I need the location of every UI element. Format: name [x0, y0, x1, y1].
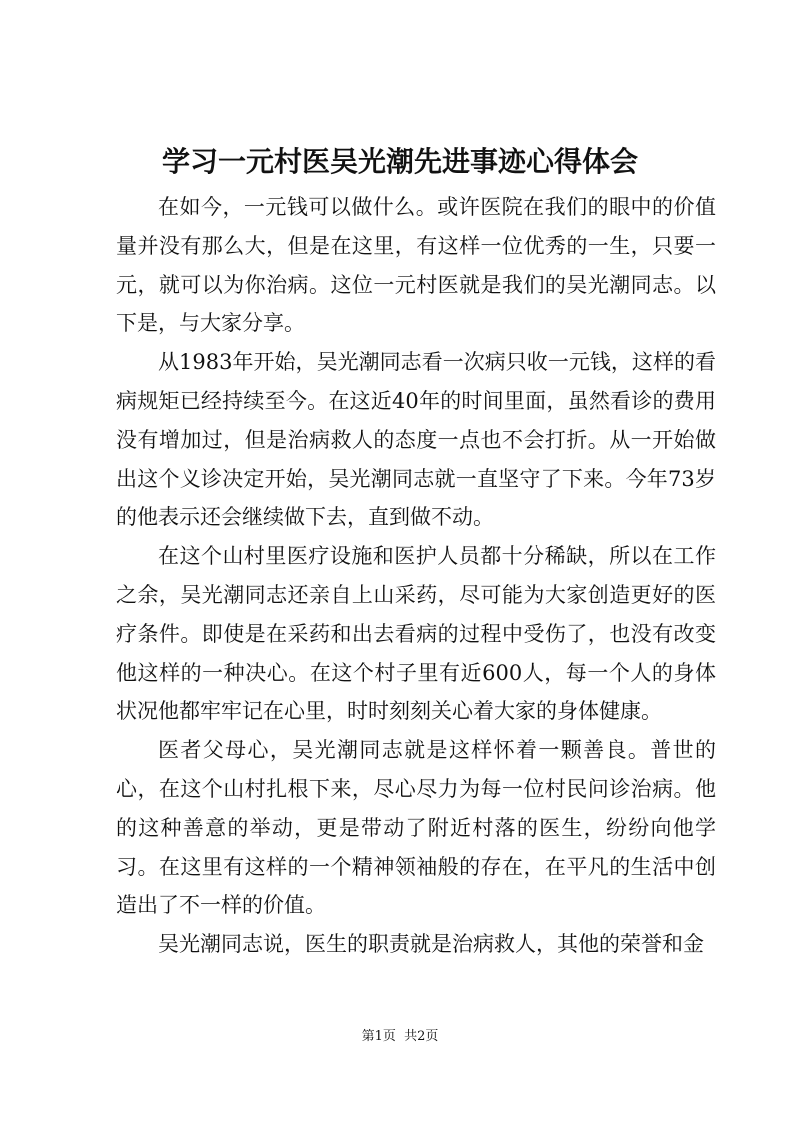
paragraph-4: 医者父母心，吴光潮同志就是这样怀着一颗善良。普世的心，在这个山村扎根下来，尽心尽力为每一位村民问诊治病。他的这种善意的举动，更是带动了附近村落的医生，纷纷向他学习。在这里有这样的一个精神领袖般的存在，在平凡的生活中创造出了不一样的价值。 [116, 738, 716, 918]
document-title: 学习一元村医吴光潮先进事迹心得体会 [161, 145, 638, 178]
page-footer [0, 1028, 800, 1046]
paragraph-2: 从1983年开始，吴光潮同志看一次病只收一元钱，这样的看病规矩已经持续至今。在这近40年的时间里面，虽然看诊的费用没有增加过，但是治病救人的态度一点也不会打折。从一开始做出这个义诊决定开始，吴光潮同志就一直坚守了下来。今年73岁的他表示还会继续做下去，直到做不动。 [116, 350, 716, 530]
document-body [116, 188, 716, 964]
page-total: 共2页 [404, 1029, 439, 1044]
paragraph-5: 吴光潮同志说，医生的职责就是治病救人，其他的荣誉和金 [158, 932, 704, 957]
page-number: 第1页 [361, 1029, 396, 1044]
paragraph-1: 在如今，一元钱可以做什么。或许医院在我们的眼中的价值量并没有那么大，但是在这里，有这样一位优秀的一生，只要一元，就可以为你治病。这位一元村医就是我们的吴光潮同志。以下是，与大家分享。 [116, 195, 716, 336]
paragraph-3: 在这个山村里医疗设施和医护人员都十分稀缺，所以在工作之余，吴光潮同志还亲自上山采药，尽可能为大家创造更好的医疗条件。即使是在采药和出去看病的过程中受伤了，也没有改变他这样的一种决心。在这个村子里有近600人，每一个人的身体状况他都牢牢记在心里，时时刻刻关心着大家的身体健康。 [116, 544, 716, 724]
